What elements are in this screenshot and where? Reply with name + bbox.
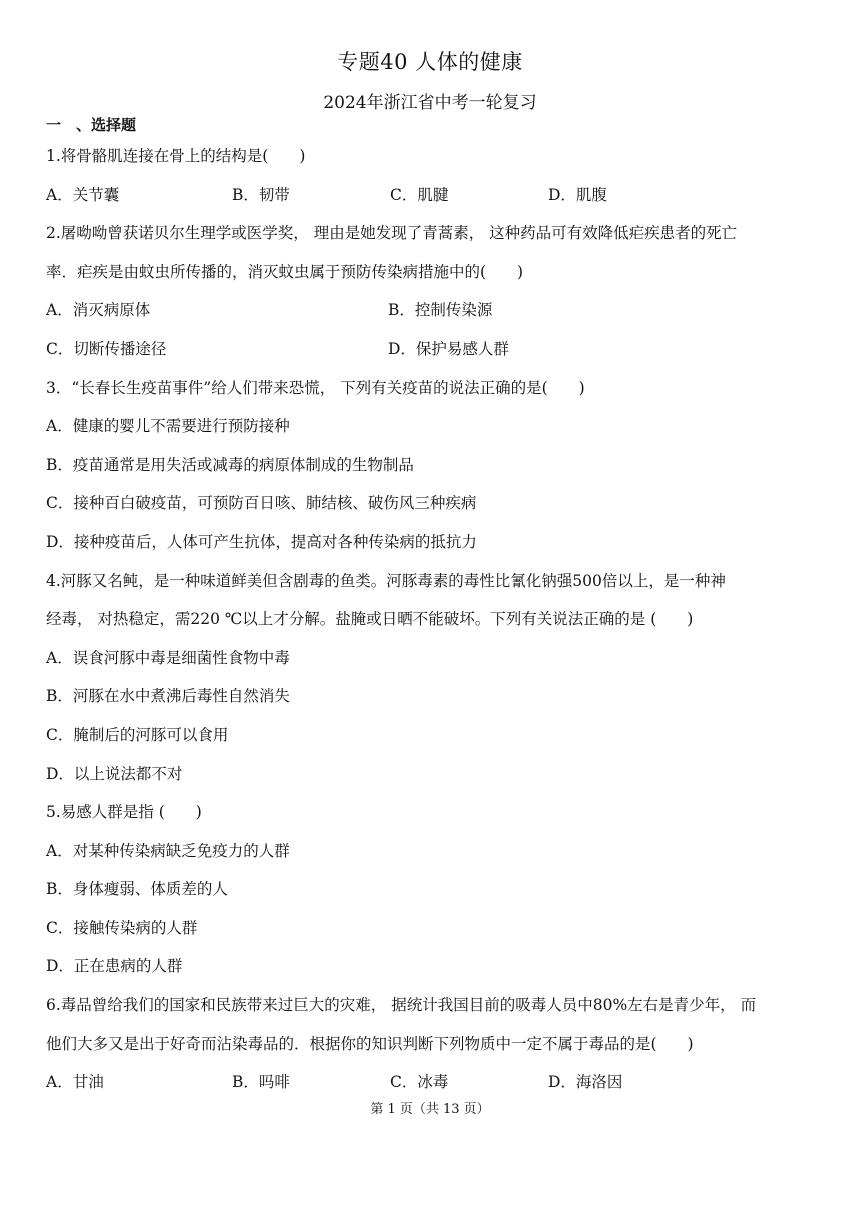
question-4-stem-line-2: 经毒， 对热稳定，需220 ℃以上才分解。盐腌或日晒不能破坏。下列有关说法正确的是 ( ): [46, 610, 694, 629]
question-2-options-row-2: [46, 337, 818, 376]
option-c: C．接触传染病的人群: [46, 918, 198, 937]
option-d: D．以上说法都不对: [46, 764, 183, 783]
page-title: 专题40 人体的健康: [337, 50, 523, 74]
question-6-stem-line-2: 他们大多又是出于好奇而沾染毒品的．根据你的知识判断下列物质中一定不属于毒品的是( ): [46, 1034, 694, 1053]
option-b: B．韧带: [232, 185, 290, 204]
option-b: B．身体瘦弱、体质差的人: [46, 880, 228, 899]
option-a: A．健康的婴儿不需要进行预防接种: [46, 417, 290, 436]
page-subtitle: 2024年浙江省中考一轮复习: [323, 93, 537, 113]
option-a: A．消灭病原体: [46, 301, 151, 320]
option-b: B．控制传染源: [388, 301, 493, 320]
option-c: C．接种百白破疫苗，可预防百日咳、肺结核、破伤风三种疾病: [46, 494, 477, 513]
question-2-stem-line-1: 2.屠呦呦曾获诺贝尔生理学或医学奖， 理由是她发现了青蒿素， 这种药品可有效降低疟疾患者的死亡: [46, 224, 738, 243]
option-d: D．正在患病的人群: [46, 957, 183, 976]
option-c: C．肌腱: [390, 185, 449, 204]
option-a: A．关节囊: [46, 185, 120, 204]
option-b: B．吗啡: [232, 1073, 290, 1092]
question-list: [46, 144, 818, 1109]
option-d: D．接种疫苗后，人体可产生抗体，提高对各种传染病的抵抗力: [46, 532, 477, 551]
question-2-stem-line-2: 率．疟疾是由蚊虫所传播的，消灭蚊虫属于预防传染病措施中的( ): [46, 262, 524, 281]
question-1-options: [46, 183, 818, 222]
option-a: A．对某种传染病缺乏免疫力的人群: [46, 841, 290, 860]
question-2-options-row-1: [46, 298, 818, 337]
question-5-stem: 5.易感人群是指 ( ): [46, 803, 202, 822]
section-heading: 一 、选择题: [46, 116, 137, 134]
option-b: B．河豚在水中煮沸后毒性自然消失: [46, 687, 290, 706]
option-d: D．保护易感人群: [388, 339, 509, 358]
question-6-stem-line-1: 6.毒品曾给我们的国家和民族带来过巨大的灾难， 据统计我国目前的吸毒人员中80%左右是青少年， 而: [46, 996, 757, 1015]
question-3-stem: 3．“长春长生疫苗事件”给人们带来恐慌， 下列有关疫苗的说法正确的是( ): [46, 378, 585, 397]
option-d: D．肌腹: [548, 185, 607, 204]
page-footer: 第 1 页（共 13 页）: [370, 1102, 490, 1117]
option-a: A．误食河豚中毒是细菌性食物中毒: [46, 648, 290, 667]
option-d: D．海洛因: [548, 1073, 623, 1092]
option-c: C．冰毒: [390, 1073, 449, 1092]
option-b: B．疫苗通常是用失活或减毒的病原体制成的生物制品: [46, 455, 414, 474]
option-c: C．切断传播途径: [46, 339, 167, 358]
question-1-stem: 1.将骨骼肌连接在骨上的结构是( ): [46, 147, 306, 165]
question-4-stem-line-1: 4.河豚又名鲀，是一种味道鲜美但含剧毒的鱼类。河豚毒素的毒性比氰化钠强500倍以上，是一种神: [46, 571, 726, 590]
option-c: C．腌制后的河豚可以食用: [46, 725, 229, 744]
option-a: A．甘油: [46, 1073, 104, 1092]
